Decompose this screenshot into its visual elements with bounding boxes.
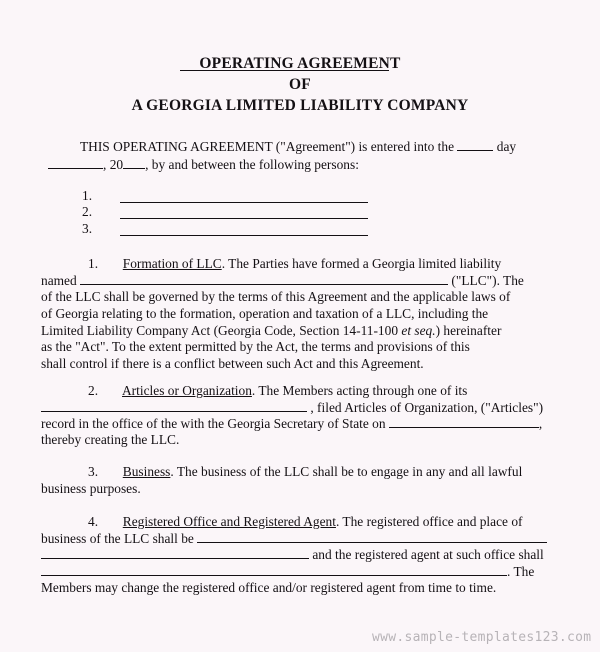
section-1-line-3: of the LLC shall be governed by the terms of this Agreement and the applicable laws of: [41, 289, 511, 304]
year-blank: [123, 156, 145, 169]
member-blank: [41, 399, 307, 412]
section-4-line-3-text: and the registered agent at such office shall: [312, 547, 544, 562]
office-blank-2: [41, 546, 309, 559]
title-line-1: OPERATING AGREEMENT: [199, 55, 401, 72]
section-2-heading: Articles or Organization: [122, 383, 252, 398]
section-2-line-3-text: record in the office of the with the Georgia Secretary of State on: [41, 416, 386, 431]
agent-blank: [41, 563, 507, 576]
section-3-line-2: business purposes.: [41, 481, 141, 496]
section-3-number: 3.: [88, 464, 99, 479]
section-1-line-5: [41, 323, 501, 339]
section-4-line-2: [41, 530, 547, 547]
intro-line-1: [80, 138, 516, 155]
llc-name-blank: [80, 272, 448, 285]
person-3-number: 3.: [82, 221, 93, 236]
section-1-line-7: shall control if there is a conflict between such Act and this Agreement.: [41, 356, 424, 371]
section-4-heading-line: [88, 514, 522, 530]
section-2-number: 2.: [88, 383, 99, 398]
title-line-2: OF: [289, 76, 311, 93]
section-2-line-2-text: , filed Articles of Organization, ("Articles"): [310, 400, 544, 415]
section-1-line-5a: Limited Liability Company Act (Georgia Code, Section 14-11-100: [41, 323, 399, 338]
filing-date-blank: [389, 415, 539, 428]
section-1-line-6: as the "Act". To the extent permitted by the Act, the terms and provisions of this: [41, 339, 470, 354]
title-underline: [180, 70, 389, 71]
intro-persons: , by and between the following persons:: [145, 157, 359, 172]
person-2-blank: [120, 218, 368, 219]
section-4-line-4: [41, 563, 534, 580]
section-1-heading-line: [88, 256, 501, 272]
person-3-blank: [120, 235, 368, 236]
section-2-line-3-end: ,: [538, 416, 543, 431]
watermark: www.sample-templates123.com: [372, 630, 592, 645]
title-line-3: A GEORGIA LIMITED LIABILITY COMPANY: [131, 97, 469, 114]
person-1-blank: [120, 202, 368, 203]
section-3-heading-line: [88, 464, 522, 480]
section-4-line-4-text: . The: [507, 564, 535, 579]
intro-text: THIS OPERATING AGREEMENT ("Agreement") is entered into the: [80, 139, 455, 154]
section-1-line-4: of Georgia relating to the formation, operation and taxation of a LLC, including the: [41, 306, 489, 321]
section-4-line-2-text: business of the LLC shall be: [41, 531, 194, 546]
section-4-heading: Registered Office and Registered Agent: [122, 514, 336, 529]
section-4-text: . The registered office and place of: [335, 514, 523, 529]
section-4-line-5: Members may change the registered office and/or registered agent from time to time.: [41, 580, 497, 595]
section-2-text: . The Members acting through one of its: [251, 383, 468, 398]
office-blank-1: [197, 530, 547, 543]
section-4-number: 4.: [88, 514, 99, 529]
section-2-line-2: [41, 399, 543, 416]
intro-line-2: [48, 156, 359, 173]
day-blank: [457, 138, 493, 151]
person-2-number: 2.: [82, 204, 93, 219]
intro-day: day: [496, 139, 517, 154]
section-2-line-3: [41, 415, 542, 432]
named-label: named: [41, 273, 77, 288]
section-1-heading: Formation of LLC: [122, 256, 222, 271]
section-1-line-5b: et seq.: [401, 323, 436, 338]
section-2-heading-line: [88, 383, 467, 399]
section-1-number: 1.: [88, 256, 99, 271]
llc-label: ("LLC"). The: [451, 273, 524, 288]
date-blank: [48, 156, 103, 169]
section-4-line-3: [41, 546, 544, 563]
section-3-heading: Business: [122, 464, 171, 479]
section-1-line-5c: ) hereinafter: [435, 323, 502, 338]
section-1-named-line: [41, 272, 524, 289]
person-1-number: 1.: [82, 188, 93, 203]
intro-year: , 20: [103, 157, 124, 172]
section-3-text: . The business of the LLC shall be to engage in any and all lawful: [170, 464, 523, 479]
section-1-text: . The Parties have formed a Georgia limited liability: [221, 256, 502, 271]
section-2-line-4: thereby creating the LLC.: [41, 432, 180, 447]
